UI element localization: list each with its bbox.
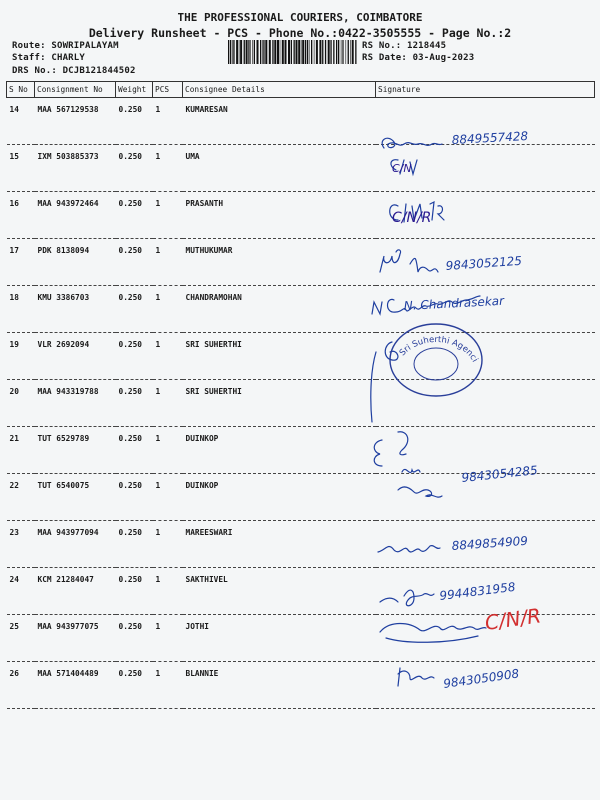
name-18: N. Chandrasekar bbox=[403, 293, 505, 313]
staff-label: Staff: CHARLY bbox=[12, 53, 86, 63]
barcode-bar bbox=[343, 40, 344, 64]
barcode-bar bbox=[302, 40, 304, 64]
col-pcs: PCS bbox=[153, 82, 183, 98]
row-consignment: KMU 3386703 bbox=[35, 286, 116, 333]
barcode-bar bbox=[248, 40, 249, 64]
row-signature-cell bbox=[376, 333, 595, 380]
table-row bbox=[7, 615, 595, 662]
cin-25: C/N/R bbox=[483, 603, 543, 635]
table-row bbox=[7, 98, 595, 145]
barcode-bar bbox=[246, 40, 248, 64]
phone-23: 8849854909 bbox=[451, 533, 529, 553]
row-signature-cell bbox=[376, 239, 595, 286]
barcode-bar bbox=[319, 40, 321, 64]
col-consignment: Consignment No bbox=[35, 82, 116, 98]
row-signature-cell bbox=[376, 192, 595, 239]
row-signature-cell bbox=[376, 145, 595, 192]
row-weight: 0.250 bbox=[116, 521, 153, 568]
barcode-bar bbox=[252, 40, 253, 64]
barcode-bar bbox=[296, 40, 298, 64]
row-consignment: TUT 6529789 bbox=[35, 427, 116, 474]
barcode-bar bbox=[262, 40, 263, 64]
table-row bbox=[7, 239, 595, 286]
table-row bbox=[7, 568, 595, 615]
row-sno: 19 bbox=[7, 333, 35, 380]
table-row bbox=[7, 380, 595, 427]
barcode-bar bbox=[228, 40, 229, 64]
barcode-bar bbox=[342, 40, 343, 64]
barcode-bar bbox=[240, 40, 242, 64]
barcode-bar bbox=[236, 40, 238, 64]
row-sno: 26 bbox=[7, 662, 35, 709]
row-sno: 21 bbox=[7, 427, 35, 474]
barcode-bar bbox=[269, 40, 271, 64]
row-consignment: MAA 943319788 bbox=[35, 380, 116, 427]
runsheet-title: Delivery Runsheet - PCS - Phone No.:0422-3505555 - Page No.:2 bbox=[88, 26, 512, 40]
row-consignment: TUT 6540075 bbox=[35, 474, 116, 521]
row-signature-cell bbox=[376, 521, 595, 568]
row-consignee: PRASANTH bbox=[183, 192, 376, 239]
row-pcs: 1 bbox=[153, 145, 183, 192]
row-consignee: SRI SUHERTHI bbox=[183, 380, 376, 427]
row-consignee: UMA bbox=[183, 145, 376, 192]
barcode-bar bbox=[263, 40, 264, 64]
row-consignment: MAA 567129538 bbox=[35, 98, 116, 145]
barcode-bar bbox=[282, 40, 284, 64]
barcode-bar bbox=[309, 40, 310, 64]
barcode-bar bbox=[294, 40, 295, 64]
barcode-bar bbox=[314, 40, 315, 64]
row-signature-cell bbox=[376, 615, 595, 662]
drs-number: DRS No.: DCJB121844502 bbox=[12, 66, 136, 76]
row-consignment: PDK 8138094 bbox=[35, 239, 116, 286]
barcode-bar bbox=[333, 40, 334, 64]
row-sno: 23 bbox=[7, 521, 35, 568]
barcode-bar bbox=[244, 40, 245, 64]
barcode-bar bbox=[346, 40, 347, 64]
row-signature-cell bbox=[376, 662, 595, 709]
row-weight: 0.250 bbox=[116, 474, 153, 521]
row-signature-cell bbox=[376, 98, 595, 145]
row-signature-cell bbox=[376, 568, 595, 615]
row-weight: 0.250 bbox=[116, 192, 153, 239]
row-weight: 0.250 bbox=[116, 380, 153, 427]
phone-17: 9843052125 bbox=[445, 253, 523, 273]
row-signature-cell bbox=[376, 380, 595, 427]
company-name: THE PROFESSIONAL COURIERS, COIMBATORE bbox=[177, 11, 423, 24]
barcode-bar bbox=[280, 40, 281, 64]
barcode-bar bbox=[230, 40, 231, 64]
row-pcs: 1 bbox=[153, 239, 183, 286]
barcode-bar bbox=[239, 40, 240, 64]
row-pcs: 1 bbox=[153, 662, 183, 709]
barcode-bar bbox=[328, 40, 330, 64]
row-weight: 0.250 bbox=[116, 333, 153, 380]
row-consignee: KUMARESAN bbox=[183, 98, 376, 145]
route-label: Route: SOWRIPALAYAM bbox=[12, 41, 119, 51]
row-consignment: MAA 571404489 bbox=[35, 662, 116, 709]
barcode-bar bbox=[336, 40, 337, 64]
barcode-bar bbox=[288, 40, 290, 64]
row-weight: 0.250 bbox=[116, 615, 153, 662]
phone-15: 8849557428 bbox=[451, 129, 529, 147]
row-consignment: MAA 943977075 bbox=[35, 615, 116, 662]
row-consignee: MAREESWARI bbox=[183, 521, 376, 568]
table-row bbox=[7, 521, 595, 568]
barcode-bar bbox=[338, 40, 339, 64]
barcode-bar bbox=[307, 40, 308, 64]
row-weight: 0.250 bbox=[116, 662, 153, 709]
row-consignee: JOTHI bbox=[183, 615, 376, 662]
row-consignment: KCM 21284047 bbox=[35, 568, 116, 615]
row-weight: 0.250 bbox=[116, 98, 153, 145]
cin-15: C/N bbox=[392, 162, 412, 175]
row-weight: 0.250 bbox=[116, 427, 153, 474]
row-consignee: BLANNIE bbox=[183, 662, 376, 709]
phone-26: 9843050908 bbox=[442, 666, 521, 691]
col-signature: Signature bbox=[376, 82, 595, 98]
row-pcs: 1 bbox=[153, 615, 183, 662]
row-pcs: 1 bbox=[153, 286, 183, 333]
barcode-bar bbox=[260, 40, 261, 64]
rs-number: RS No.: 1218445 bbox=[362, 41, 447, 51]
row-consignment: IXM 503885373 bbox=[35, 145, 116, 192]
barcode-bar bbox=[301, 40, 302, 64]
barcode-bar bbox=[316, 40, 318, 64]
row-consignee: DUINKOP bbox=[183, 427, 376, 474]
row-pcs: 1 bbox=[153, 380, 183, 427]
barcode-bar bbox=[291, 40, 292, 64]
row-consignee: CHANDRAMOHAN bbox=[183, 286, 376, 333]
table-row bbox=[7, 145, 595, 192]
row-pcs: 1 bbox=[153, 98, 183, 145]
row-sno: 15 bbox=[7, 145, 35, 192]
barcode-bar bbox=[350, 40, 351, 64]
row-pcs: 1 bbox=[153, 474, 183, 521]
phone-24: 9944831958 bbox=[438, 579, 517, 603]
barcode-bar bbox=[355, 40, 356, 64]
barcode-bar bbox=[254, 40, 255, 64]
row-pcs: 1 bbox=[153, 333, 183, 380]
row-consignee: SAKTHIVEL bbox=[183, 568, 376, 615]
row-pcs: 1 bbox=[153, 427, 183, 474]
row-pcs: 1 bbox=[153, 568, 183, 615]
row-sno: 24 bbox=[7, 568, 35, 615]
barcode-bar bbox=[285, 40, 287, 64]
barcode-bar bbox=[257, 40, 259, 64]
svg-text:Sri Suherthi Agencies: Sri Suherthi Agencies bbox=[397, 334, 480, 364]
barcode-bar bbox=[325, 40, 326, 64]
table-row bbox=[7, 333, 595, 380]
row-weight: 0.250 bbox=[116, 286, 153, 333]
barcode-bar bbox=[352, 40, 354, 64]
row-signature-cell bbox=[376, 427, 595, 474]
barcode-bar bbox=[298, 40, 300, 64]
row-sno: 17 bbox=[7, 239, 35, 286]
barcode-bar bbox=[322, 40, 323, 64]
row-sno: 20 bbox=[7, 380, 35, 427]
col-weight: Weight bbox=[116, 82, 153, 98]
barcode-bar bbox=[330, 40, 331, 64]
row-sno: 25 bbox=[7, 615, 35, 662]
cin-16: C/N/R bbox=[392, 210, 432, 226]
table-row bbox=[7, 474, 595, 521]
barcode bbox=[228, 40, 358, 64]
col-consignee: Consignee Details bbox=[183, 82, 376, 98]
row-consignee: SRI SUHERTHI bbox=[183, 333, 376, 380]
row-pcs: 1 bbox=[153, 192, 183, 239]
row-weight: 0.250 bbox=[116, 568, 153, 615]
row-weight: 0.250 bbox=[116, 145, 153, 192]
table-header bbox=[7, 82, 595, 98]
barcode-bar bbox=[250, 40, 251, 64]
table-row bbox=[7, 192, 595, 239]
row-signature-cell bbox=[376, 474, 595, 521]
barcode-bar bbox=[305, 40, 306, 64]
table-row bbox=[7, 286, 595, 333]
phone-22: 9843054285 bbox=[460, 463, 539, 485]
row-consignee: MUTHUKUMAR bbox=[183, 239, 376, 286]
row-consignment: VLR 2692094 bbox=[35, 333, 116, 380]
table-row bbox=[7, 662, 595, 709]
table-row bbox=[7, 427, 595, 474]
row-signature-cell bbox=[376, 286, 595, 333]
barcode-bar bbox=[311, 40, 312, 64]
barcode-bar bbox=[265, 40, 267, 64]
runsheet-table bbox=[6, 81, 595, 709]
barcode-bar bbox=[233, 40, 234, 64]
row-sno: 18 bbox=[7, 286, 35, 333]
row-consignee: DUINKOP bbox=[183, 474, 376, 521]
rs-date: RS Date: 03-Aug-2023 bbox=[362, 53, 475, 63]
row-pcs: 1 bbox=[153, 521, 183, 568]
barcode-bar bbox=[277, 40, 279, 64]
barcode-bar bbox=[341, 40, 342, 64]
barcode-bar bbox=[272, 40, 273, 64]
barcode-bar bbox=[348, 40, 349, 64]
row-sno: 16 bbox=[7, 192, 35, 239]
row-sno: 14 bbox=[7, 98, 35, 145]
row-consignment: MAA 943977094 bbox=[35, 521, 116, 568]
row-sno: 22 bbox=[7, 474, 35, 521]
row-consignment: MAA 943972464 bbox=[35, 192, 116, 239]
col-sno: S No bbox=[7, 82, 35, 98]
row-weight: 0.250 bbox=[116, 239, 153, 286]
barcode-bar bbox=[232, 40, 233, 64]
barcode-bar bbox=[274, 40, 276, 64]
